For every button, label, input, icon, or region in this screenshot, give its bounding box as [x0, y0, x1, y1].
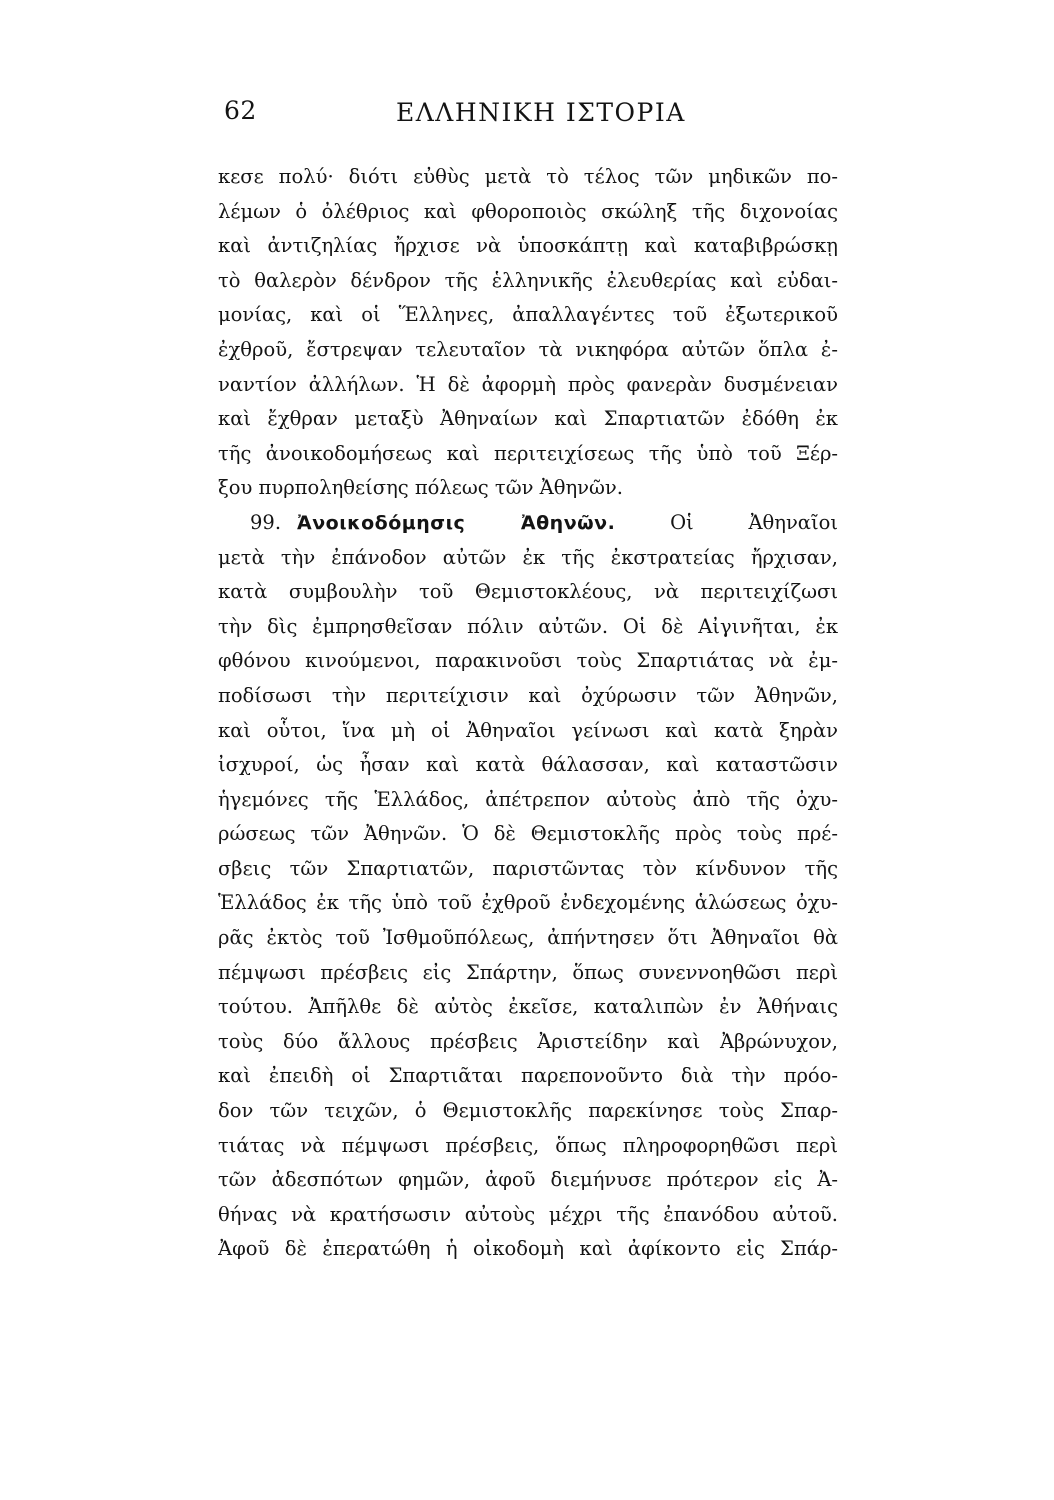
text-line: καὶ ἐπειδὴ οἱ Σπαρτιᾶται παρεπονοῦντο διὰ τὴν πρόο-: [218, 1064, 838, 1088]
text-line: τῶν ἀδεσπότων φημῶν, ἀφοῦ διεμήνυσε πρότερον εἰς Ἀ-: [218, 1168, 838, 1192]
page-number: 62: [224, 96, 257, 125]
section-first-line: [218, 506, 838, 541]
text-line: λέμων ὁ ὀλέθριος καὶ φθοροποιὸς σκώληξ τῆς διχονοίας: [218, 199, 838, 223]
text-line: ρᾶς ἐκτὸς τοῦ Ἰσθμοῦπόλεως, ἀπήντησεν ὅτι Ἀθηναῖοι θὰ: [218, 926, 838, 950]
text-line: κεσε πολύ· διότι εὐθὺς μετὰ τὸ τέλος τῶν μηδικῶν πο-: [218, 165, 838, 188]
text-line: ἐχθροῦ, ἔστρεψαν τελευταῖον τὰ νικηφόρα αὐτῶν ὅπλα ἐ-: [218, 337, 838, 361]
text-line: φθόνου κινούμενοι, παρακινοῦσι τοὺς Σπαρτιάτας νὰ ἐμ-: [218, 649, 838, 673]
text-line: τιάτας νὰ πέμψωσι πρέσβεις, ὅπως πληροφορηθῶσι περὶ: [218, 1133, 838, 1157]
text-line: καὶ ἔχθραν μεταξὺ Ἀθηναίων καὶ Σπαρτιατῶν ἐδόθη ἐκ: [218, 407, 838, 431]
page-header: [224, 96, 686, 136]
text-line: τούτου. Ἀπῆλθε δὲ αὐτὸς ἐκεῖσε, καταλιπὼν ἐν Ἀθήναις: [218, 995, 838, 1019]
text-line: τῆς ἀνοικοδομήσεως καὶ περιτειχίσεως τῆς ὑπὸ τοῦ Ξέρ-: [218, 441, 838, 465]
text-line: δον τῶν τειχῶν, ὁ Θεμιστοκλῆς παρεκίνησε τοὺς Σπαρ-: [218, 1099, 838, 1123]
text-line: καὶ ἀντιζηλίας ἤρχισε νὰ ὑποσκάπτῃ καὶ καταβιβρώσκῃ: [218, 234, 838, 258]
section-99: [218, 506, 838, 1267]
running-title: ΕΛΛΗΝΙΚΗ ΙΣΤΟΡΙΑ: [396, 98, 686, 127]
section-heading: Ἀνοικοδόμησις Ἀθηνῶν.: [297, 511, 616, 534]
paragraph-1: [218, 160, 838, 506]
section-first-line-text: Οἱ Ἀθηναῖοι: [670, 510, 838, 534]
text-line: Ἀφοῦ δὲ ἐπερατώθη ἡ οἰκοδομὴ καὶ ἀφίκοντο εἰς Σπάρ-: [218, 1237, 838, 1261]
text-line: ναντίον ἀλλήλων. Ἡ δὲ ἀφορμὴ πρὸς φανερὰν δυσμένειαν: [218, 372, 838, 396]
text-line: ξου πυρποληθείσης πόλεως τῶν Ἀθηνῶν.: [218, 476, 623, 500]
text-line: κατὰ συμβουλὴν τοῦ Θεμιστοκλέους, νὰ περιτειχίζωσι: [218, 580, 838, 604]
text-line: καὶ οὗτοι, ἵνα μὴ οἱ Ἀθηναῖοι γείνωσι καὶ κατὰ ξηρὰν: [218, 718, 838, 742]
text-line: σβεις τῶν Σπαρτιατῶν, παριστῶντας τὸν κίνδυνον τῆς: [218, 856, 838, 880]
text-line: τοὺς δύο ἄλλους πρέσβεις Ἀριστείδην καὶ Ἀβρώνυχον,: [218, 1029, 838, 1053]
text-line: μετὰ τὴν ἐπάνοδον αὐτῶν ἐκ τῆς ἐκστρατείας ἤρχισαν,: [218, 545, 838, 569]
text-line: τὴν δὶς ἐμπρησθεῖσαν πόλιν αὐτῶν. Οἱ δὲ Αἰγινῆται, ἐκ: [218, 614, 838, 638]
text-line: Ἑλλάδος ἐκ τῆς ὑπὸ τοῦ ἐχθροῦ ἐνδεχομένης ἁλώσεως ὀχυ-: [218, 891, 838, 915]
text-line: μονίας, καὶ οἱ Ἕλληνες, ἀπαλλαγέντες τοῦ ἐξωτερικοῦ: [218, 303, 838, 327]
text-line: τὸ θαλερὸν δένδρον τῆς ἑλληνικῆς ἐλευθερίας καὶ εὐδαι-: [218, 268, 838, 292]
text-line: ρώσεως τῶν Ἀθηνῶν. Ὁ δὲ Θεμιστοκλῆς πρὸς τοὺς πρέ-: [218, 822, 838, 846]
text-line: πέμψωσι πρέσβεις εἰς Σπάρτην, ὅπως συνεννοηθῶσι περὶ: [218, 960, 838, 984]
text-line: θήνας νὰ κρατήσωσιν αὐτοὺς μέχρι τῆς ἐπανόδου αὐτοῦ.: [218, 1202, 838, 1226]
section-number: 99.: [250, 510, 282, 534]
text-line: ἡγεμόνες τῆς Ἑλλάδος, ἀπέτρεπον αὐτοὺς ἀπὸ τῆς ὀχυ-: [218, 787, 838, 811]
text-line: ἰσχυροί, ὡς ἦσαν καὶ κατὰ θάλασσαν, καὶ καταστῶσιν: [218, 753, 838, 777]
body-text: [218, 160, 838, 1267]
text-line: ποδίσωσι τὴν περιτείχισιν καὶ ὀχύρωσιν τῶν Ἀθηνῶν,: [218, 683, 838, 707]
